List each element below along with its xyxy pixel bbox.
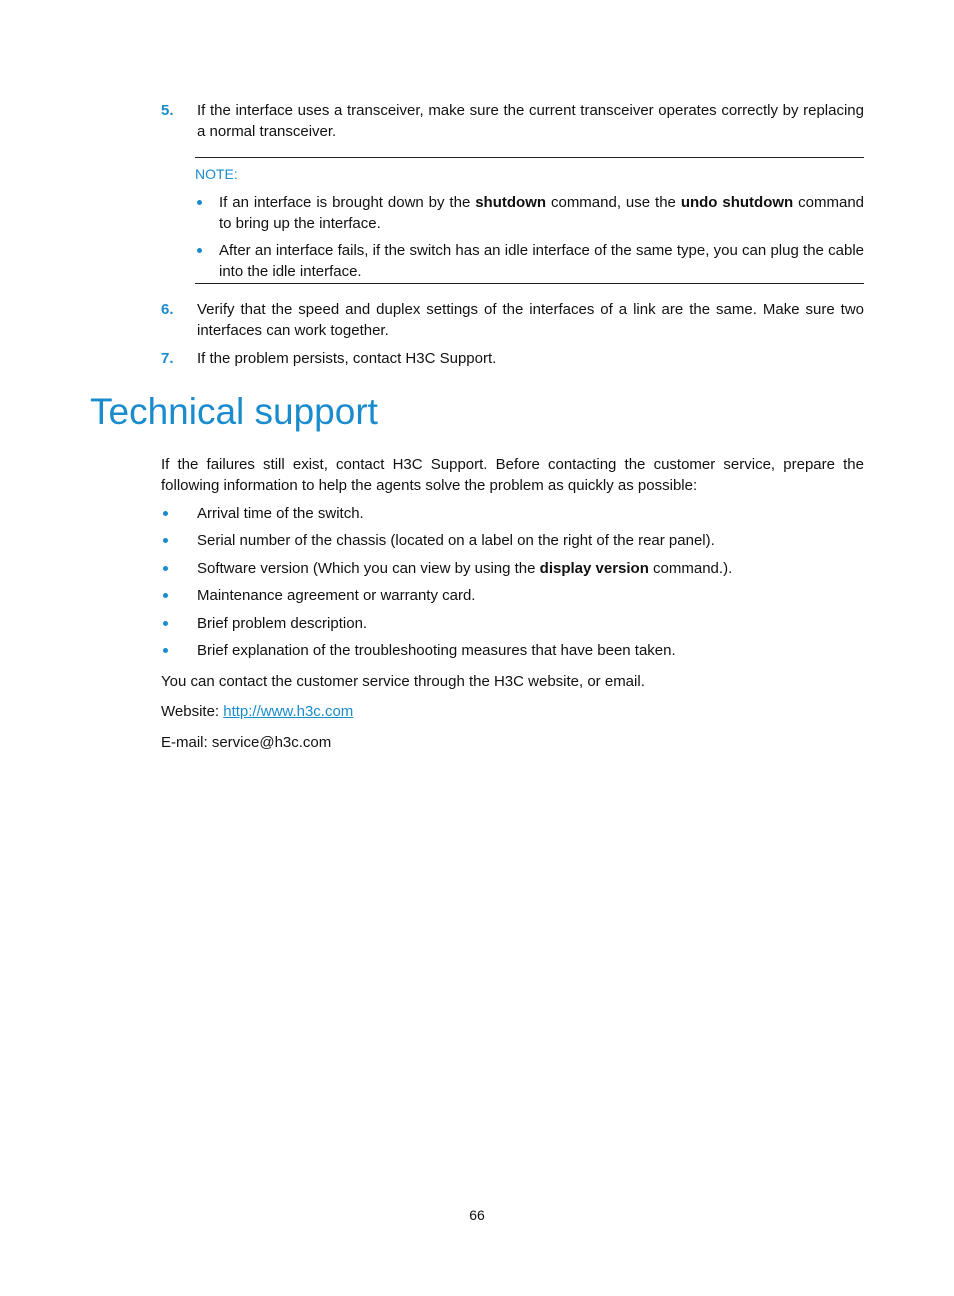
website-line: Website: http://www.h3c.com: [161, 703, 354, 720]
list-item: Software version (Which you can view by using the display version command.).: [161, 558, 864, 579]
note-item: [195, 240, 864, 282]
step-5: [161, 100, 864, 142]
list-item: Maintenance agreement or warranty card.: [161, 585, 864, 606]
bullet-icon: [163, 593, 168, 598]
bullet-icon: [163, 511, 168, 516]
intro-paragraph: If the failures still exist, contact H3C Support. Before contacting the customer service, prepare the following information to help the agents solve the problem as quickly as possible:: [161, 456, 864, 494]
note-text: If an interface is brought down by the: [219, 194, 476, 211]
step-text: If the problem persists, contact H3C Support.: [197, 350, 497, 367]
bullet-icon: [163, 566, 168, 571]
bullet-icon: [197, 248, 202, 253]
bullet-icon: [163, 538, 168, 543]
note-text: After an interface fails, if the switch has an idle interface of the same type, you can plug the cable into the idle interface.: [219, 242, 864, 280]
list-item: Serial number of the chassis (located on a label on the right of the rear panel).: [161, 530, 864, 551]
list-item: Arrival time of the switch.: [161, 503, 864, 524]
list-item: Brief problem description.: [161, 613, 864, 634]
note-item: [195, 192, 864, 234]
email-line: E-mail: service@h3c.com: [161, 734, 332, 751]
step-number: 6.: [161, 301, 174, 318]
step-6: [161, 299, 864, 341]
command-text: undo shutdown: [680, 194, 794, 211]
step-number: 5.: [161, 102, 174, 119]
command-text: display version: [539, 560, 649, 577]
step-7: [161, 348, 864, 369]
step-text: Verify that the speed and duplex settings of the interfaces of a link are the same. Make sure two interfaces can work together.: [197, 301, 864, 339]
note-text: command, use the: [546, 194, 681, 211]
website-link[interactable]: http://www.h3c.com: [223, 703, 354, 720]
bullet-icon: [163, 621, 168, 626]
step-text: If the interface uses a transceiver, make sure the current transceiver operates correctly by replacing a normal transceiver.: [197, 102, 864, 140]
note-box: [195, 157, 864, 284]
step-number: 7.: [161, 350, 174, 367]
page-number: 66: [469, 1207, 485, 1223]
section-title: Technical support: [90, 391, 378, 432]
note-label: NOTE:: [195, 166, 238, 182]
command-text: shutdown: [475, 194, 547, 211]
bullet-icon: [163, 648, 168, 653]
contact-line: You can contact the customer service through the H3C website, or email.: [161, 673, 645, 690]
note-text: command to bring up the interface.: [219, 194, 865, 232]
bullet-icon: [197, 200, 202, 205]
list-item: Brief explanation of the troubleshooting measures that have been taken.: [161, 640, 864, 661]
